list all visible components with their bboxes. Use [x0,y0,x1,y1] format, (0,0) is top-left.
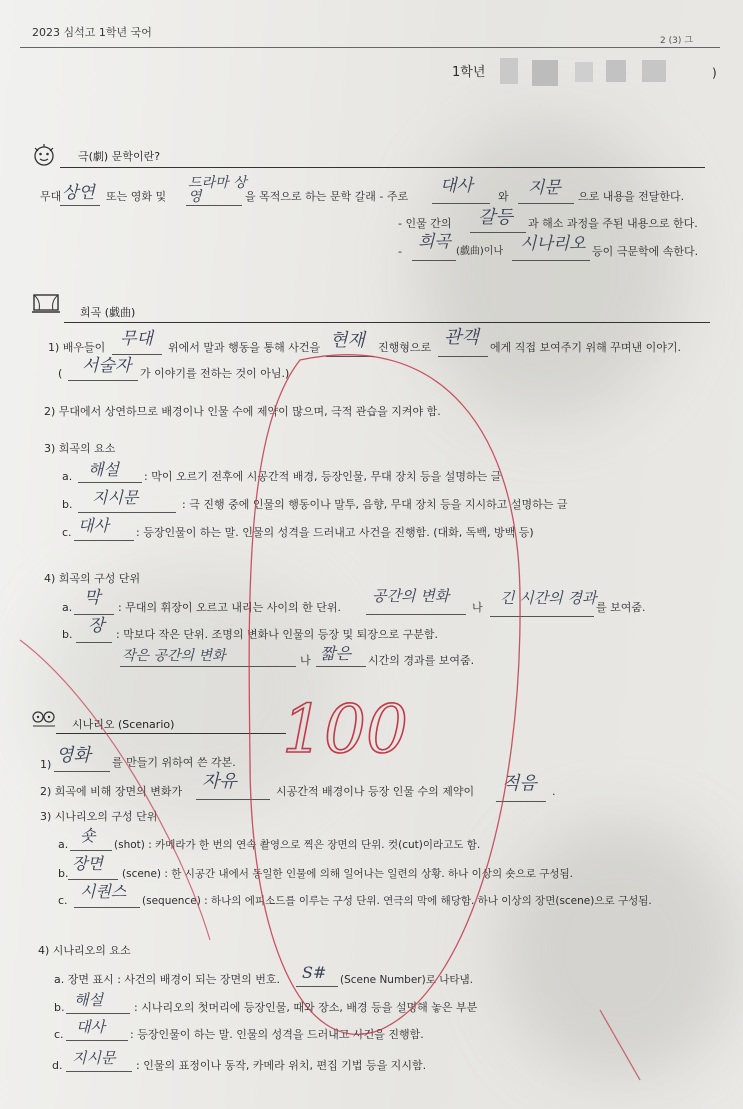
text-line: 나 [300,654,311,667]
text-line: : 무대의 휘장이 오르고 내리는 사이의 한 단위. [118,601,341,614]
answer-short: 짧은 [320,644,351,663]
subheading: 3) 희곡의 요소 [44,442,116,455]
answer-lines2: 대사 [76,1018,105,1036]
red-check-stroke [20,640,210,940]
text-line: a. [58,838,69,851]
text-line: 시공간적 배경이나 등장 인물 수의 제약이 [276,785,475,798]
answer-scene: 장 [88,616,105,636]
answer-space-change: 공간의 변화 [372,587,450,605]
answer-lines: 대사 [78,516,109,535]
page-number: 2 (3) 그 [660,36,693,46]
text-line: - [398,245,402,258]
text-line: 무대 [40,190,62,203]
text-line: : 막보다 작은 단위. 조명의 변화나 인물의 등장 및 퇴장으로 구분함. [116,628,438,641]
red-tail-stroke [600,1010,640,1080]
text-line: - 인물 간의 [398,217,452,230]
answer-shot: 숏 [80,826,96,845]
text-line: d. [52,1059,63,1072]
text-line: 2) 희곡에 비해 장면의 변화가 [40,785,183,798]
text-line: (scene) : 한 시공간 내에서 동일한 인물에 의해 일어나는 일련의 상황. 하나 이상의 숏으로 구성됨. [122,868,573,880]
text-line: b. [54,1001,65,1014]
text-line: (戱曲)이나 [456,246,504,257]
text-line: 에게 직접 보여주기 위해 꾸며낸 이야기. [490,341,681,354]
section1-title: 극(劇) 문학이란? [78,150,161,163]
answer-present: 현재 [330,330,365,351]
answer-act: 막 [84,588,101,608]
text-line: 위에서 말과 행동을 통해 사건을 [168,341,321,354]
answer-action: 지문 [528,178,561,198]
answer-stage2: 무대 [120,329,153,349]
answer-scenario: 시나리오 [520,234,586,254]
text-line: : 막이 오르기 전후에 시공간적 배경, 등장인물, 무대 장치 등을 설명하는 글 [144,470,502,483]
answer-exposition: 해설 [88,460,119,479]
text-line: 을 목적으로 하는 문학 갈래 - 주로 [245,190,409,203]
text-line: (sequence) : 하나의 에피소드를 이루는 구성 단위. 연극의 막에 해당함. 하나 이상의 장면(scene)으로 구성됨. [142,895,652,907]
text-line: a. 장면 표시 : 사건의 배경이 되는 장면의 번호. [54,973,281,986]
subheading: 4) 시나리오의 요소 [38,944,131,957]
text-line: 과 해소 과정을 주된 내용으로 한다. [528,217,698,230]
header-title: 2023 심석고 1학년 국어 [32,26,152,39]
section3-title: 시나리오 (Scenario) [72,718,175,731]
text-line: : 등장인물이 하는 말. 인물의 성격을 드러내고 사건을 진행함. (대화, 독백, 방백 등) [136,526,534,539]
text-line: a. [62,601,73,614]
answer-narrator: 서술자 [82,356,132,376]
text-line: 시간의 경과를 보여줌. [368,654,475,667]
text-line: b. [58,867,69,880]
answer-direction2: 지시문 [72,1049,116,1067]
text-line: . [552,785,556,798]
text-line: b. [62,628,73,641]
answer-film: 영화 [56,745,91,766]
answer-play: 희곡 [418,232,451,252]
text-line: (shot) : 카메라가 한 번의 연속 촬영으로 찍은 장면의 단위. 컷(cut)이라고도 함. [114,839,481,851]
text-line: 으로 내용을 전달한다. [578,190,685,203]
text-line: : 극 진행 중에 인물의 행동이나 말투, 음향, 무대 장치 등을 지시하고 설명하는 글 [182,498,568,511]
answer-drama: 드라마 상영 [188,175,247,205]
answer-small-space: 작은 공간의 변화 [122,648,226,664]
student-close-paren: ) [712,66,717,80]
answer-conflict: 갈등 [478,207,513,228]
student-label: 1학년 [452,65,486,80]
text-line: : 시나리오의 첫머리에 등장인물, 때와 장소, 배경 등을 설명해 놓은 부분 [134,1001,478,1014]
text-line: 를 보여줌. [596,601,646,614]
text-line: : 인물의 표정이나 동작, 카메라 위치, 편집 기법 등을 지시함. [136,1059,427,1072]
text-line: ( [58,367,63,380]
text-line: c. [58,894,68,907]
answer-sequence: 시퀀스 [80,882,127,901]
section2-title: 희곡 (戱曲) [80,306,136,319]
subheading: 3) 시나리오의 구성 단위 [40,810,158,823]
text-line: 가 이야기를 전하는 것이 아님.) [140,367,290,380]
text-line: 나 [472,601,483,614]
grade-score: 100 [282,691,408,768]
answer-long-time: 긴 시간의 경과 [500,589,597,607]
answer-audience: 관객 [444,327,479,348]
subheading: 4) 희곡의 구성 단위 [44,572,141,585]
text-line: b. [62,498,73,511]
answer-scene2: 장면 [72,854,103,873]
text-line: c. [54,1028,64,1041]
text-line: 를 만들기 위하여 쓴 각본. [112,756,236,769]
text-line: 또는 영화 및 [106,190,167,203]
text-line: c. [62,526,72,539]
text-line: a. [62,470,73,483]
answer-stage-direction: 지시문 [92,488,139,507]
answer-less: 적음 [502,773,537,794]
text-line: (Scene Number)로 나타냄. [340,974,473,986]
answer-dialogue: 대사 [440,176,473,196]
answer-scene-number: S# [302,963,327,982]
text-line: 2) 무대에서 상연하므로 배경이나 인물 수에 제약이 많으며, 극적 관습을 지켜야 함. [44,405,441,418]
answer-free: 자유 [202,771,237,792]
text-line: 와 [498,190,509,203]
text-line: 1) 배우들이 [48,341,106,354]
text-line: 등이 극문학에 속한다. [592,245,699,258]
text-line: : 등장인물이 하는 말. 인물의 성격을 드러내고 사건을 진행함. [130,1028,424,1041]
answer-exposition2: 해설 [74,991,103,1009]
answer-stage: 상연 [62,183,95,203]
text-line: 1) [40,758,52,771]
text-line: 진행형으로 [378,341,432,354]
